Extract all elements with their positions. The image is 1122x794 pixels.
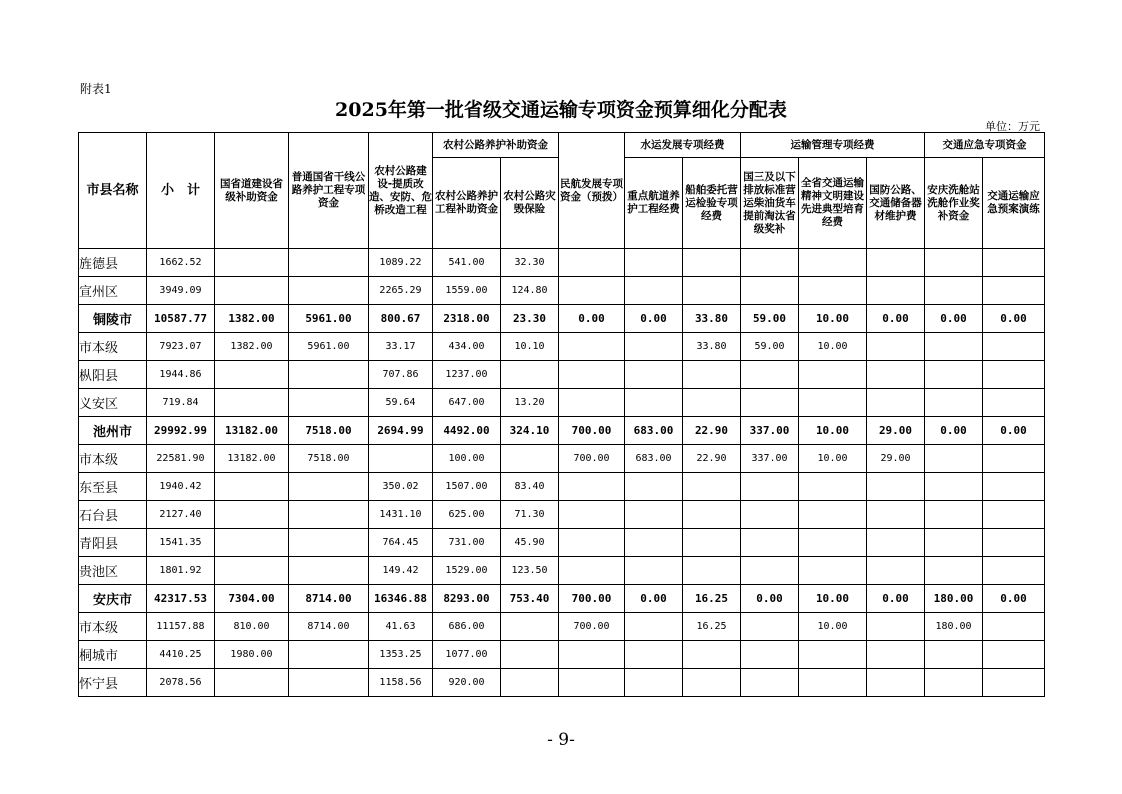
value-cell: 1944.86 xyxy=(147,361,215,389)
value-cell: 124.80 xyxy=(501,277,559,305)
value-cell xyxy=(683,557,741,585)
region-name-cell: 旌德县 xyxy=(79,249,147,277)
value-cell xyxy=(369,445,433,473)
value-cell: 2127.40 xyxy=(147,501,215,529)
value-cell: 22.90 xyxy=(683,445,741,473)
value-cell xyxy=(625,473,683,501)
header-rural-insurance: 农村公路灾毁保险 xyxy=(501,158,559,249)
value-cell xyxy=(683,501,741,529)
value-cell xyxy=(925,249,983,277)
table-row xyxy=(79,473,1045,501)
value-cell: 29992.99 xyxy=(147,417,215,445)
value-cell: 0.00 xyxy=(625,585,683,613)
value-cell xyxy=(289,557,369,585)
value-cell xyxy=(925,529,983,557)
value-cell xyxy=(983,389,1045,417)
header-ship-inspection: 船舶委托营运检验专项经费 xyxy=(683,158,741,249)
value-cell xyxy=(625,361,683,389)
value-cell: 10.00 xyxy=(799,585,867,613)
value-cell xyxy=(683,529,741,557)
header-rural-construction: 农村公路建设-提质改造、安防、危桥改造工程 xyxy=(369,133,433,249)
value-cell xyxy=(501,445,559,473)
value-cell xyxy=(501,613,559,641)
value-cell xyxy=(683,361,741,389)
region-name-cell: 宣州区 xyxy=(79,277,147,305)
header-drill: 交通运输应急预案演练 xyxy=(983,158,1045,249)
value-cell xyxy=(867,669,925,697)
value-cell xyxy=(925,473,983,501)
value-cell xyxy=(625,277,683,305)
value-cell: 100.00 xyxy=(433,445,501,473)
value-cell xyxy=(559,249,625,277)
value-cell: 0.00 xyxy=(559,305,625,333)
value-cell: 1801.92 xyxy=(147,557,215,585)
table-row xyxy=(79,613,1045,641)
value-cell: 16346.88 xyxy=(369,585,433,613)
value-cell xyxy=(741,389,799,417)
value-cell: 350.02 xyxy=(369,473,433,501)
value-cell xyxy=(625,613,683,641)
value-cell: 8714.00 xyxy=(289,585,369,613)
value-cell: 13182.00 xyxy=(215,417,289,445)
value-cell: 22.90 xyxy=(683,417,741,445)
value-cell xyxy=(983,249,1045,277)
value-cell: 22581.90 xyxy=(147,445,215,473)
city-row xyxy=(79,585,1045,613)
value-cell xyxy=(559,473,625,501)
value-cell xyxy=(925,557,983,585)
value-cell xyxy=(799,249,867,277)
value-cell xyxy=(625,529,683,557)
value-cell: 2265.29 xyxy=(369,277,433,305)
header-transport-group: 运输管理专项经费 xyxy=(741,133,925,158)
value-cell xyxy=(867,529,925,557)
value-cell: 1507.00 xyxy=(433,473,501,501)
value-cell: 337.00 xyxy=(741,417,799,445)
header-subtotal: 小 计 xyxy=(147,133,215,249)
value-cell: 0.00 xyxy=(625,305,683,333)
region-name-cell: 市本级 xyxy=(79,333,147,361)
value-cell xyxy=(289,389,369,417)
table-row xyxy=(79,557,1045,585)
value-cell xyxy=(925,641,983,669)
value-cell: 753.40 xyxy=(501,585,559,613)
value-cell: 707.86 xyxy=(369,361,433,389)
value-cell xyxy=(289,249,369,277)
value-cell: 32.30 xyxy=(501,249,559,277)
value-cell: 683.00 xyxy=(625,417,683,445)
value-cell xyxy=(983,669,1045,697)
value-cell xyxy=(215,501,289,529)
value-cell xyxy=(559,277,625,305)
value-cell xyxy=(215,249,289,277)
value-cell: 1353.25 xyxy=(369,641,433,669)
value-cell xyxy=(799,529,867,557)
value-cell: 42317.53 xyxy=(147,585,215,613)
city-row xyxy=(79,417,1045,445)
value-cell: 7304.00 xyxy=(215,585,289,613)
value-cell: 33.17 xyxy=(369,333,433,361)
value-cell xyxy=(867,501,925,529)
value-cell: 13182.00 xyxy=(215,445,289,473)
value-cell: 719.84 xyxy=(147,389,215,417)
value-cell xyxy=(983,529,1045,557)
value-cell xyxy=(799,557,867,585)
value-cell xyxy=(741,669,799,697)
value-cell: 0.00 xyxy=(983,585,1045,613)
value-cell xyxy=(983,501,1045,529)
value-cell xyxy=(983,557,1045,585)
value-cell: 45.90 xyxy=(501,529,559,557)
value-cell xyxy=(741,557,799,585)
value-cell xyxy=(799,473,867,501)
table-row xyxy=(79,277,1045,305)
value-cell: 700.00 xyxy=(559,613,625,641)
table-row xyxy=(79,529,1045,557)
value-cell xyxy=(559,333,625,361)
value-cell xyxy=(983,277,1045,305)
header-rural-maintenance: 农村公路养护工程补助资金 xyxy=(433,158,501,249)
value-cell: 10.00 xyxy=(799,305,867,333)
value-cell xyxy=(741,361,799,389)
value-cell xyxy=(867,613,925,641)
value-cell xyxy=(289,501,369,529)
value-cell: 10.00 xyxy=(799,333,867,361)
page-title: 2025年第一批省级交通运输专项资金预算细化分配表 xyxy=(335,99,787,121)
value-cell xyxy=(625,333,683,361)
value-cell xyxy=(867,277,925,305)
value-cell xyxy=(867,557,925,585)
value-cell: 541.00 xyxy=(433,249,501,277)
table-row xyxy=(79,445,1045,473)
value-cell xyxy=(741,613,799,641)
city-row xyxy=(79,305,1045,333)
value-cell xyxy=(683,389,741,417)
value-cell xyxy=(925,669,983,697)
value-cell xyxy=(215,277,289,305)
value-cell xyxy=(741,249,799,277)
value-cell xyxy=(683,277,741,305)
value-cell xyxy=(799,361,867,389)
table-row xyxy=(79,641,1045,669)
value-cell xyxy=(559,389,625,417)
value-cell: 10.00 xyxy=(799,445,867,473)
region-name-cell: 铜陵市 xyxy=(79,305,147,333)
value-cell xyxy=(925,277,983,305)
value-cell: 700.00 xyxy=(559,585,625,613)
region-name-cell: 石台县 xyxy=(79,501,147,529)
header-anqing-wash: 安庆洗舱站洗舱作业奖补资金 xyxy=(925,158,983,249)
value-cell: 11157.88 xyxy=(147,613,215,641)
value-cell xyxy=(559,361,625,389)
value-cell xyxy=(625,669,683,697)
value-cell xyxy=(925,333,983,361)
table-row xyxy=(79,333,1045,361)
value-cell: 1089.22 xyxy=(369,249,433,277)
value-cell xyxy=(983,613,1045,641)
annex-label: 附表1 xyxy=(80,82,112,96)
value-cell xyxy=(215,669,289,697)
value-cell xyxy=(683,641,741,669)
header-civil-aviation: 民航发展专项资金（预拨） xyxy=(559,133,625,249)
value-cell xyxy=(289,641,369,669)
value-cell: 0.00 xyxy=(867,305,925,333)
value-cell: 337.00 xyxy=(741,445,799,473)
value-cell xyxy=(799,389,867,417)
value-cell xyxy=(559,669,625,697)
value-cell xyxy=(799,277,867,305)
value-cell xyxy=(683,249,741,277)
value-cell xyxy=(501,361,559,389)
value-cell xyxy=(741,473,799,501)
value-cell: 5961.00 xyxy=(289,305,369,333)
value-cell xyxy=(925,445,983,473)
table-body xyxy=(79,249,1045,697)
value-cell: 3949.09 xyxy=(147,277,215,305)
value-cell: 1158.56 xyxy=(369,669,433,697)
value-cell: 2078.56 xyxy=(147,669,215,697)
value-cell: 7923.07 xyxy=(147,333,215,361)
value-cell xyxy=(289,361,369,389)
header-defense: 国防公路、交通储备器材维护费 xyxy=(867,158,925,249)
value-cell: 1382.00 xyxy=(215,333,289,361)
value-cell: 8714.00 xyxy=(289,613,369,641)
header-water-group: 水运发展专项经费 xyxy=(625,133,741,158)
header-channel: 重点航道养护工程经费 xyxy=(625,158,683,249)
value-cell: 33.80 xyxy=(683,333,741,361)
value-cell: 0.00 xyxy=(925,417,983,445)
value-cell: 700.00 xyxy=(559,445,625,473)
value-cell xyxy=(215,473,289,501)
value-cell: 0.00 xyxy=(925,305,983,333)
region-name-cell: 市本级 xyxy=(79,445,147,473)
value-cell: 764.45 xyxy=(369,529,433,557)
value-cell: 1529.00 xyxy=(433,557,501,585)
value-cell xyxy=(215,361,289,389)
value-cell: 1541.35 xyxy=(147,529,215,557)
page-number: - 9- xyxy=(547,730,575,750)
value-cell xyxy=(799,501,867,529)
value-cell: 7518.00 xyxy=(289,445,369,473)
value-cell: 180.00 xyxy=(925,585,983,613)
value-cell: 8293.00 xyxy=(433,585,501,613)
value-cell xyxy=(625,557,683,585)
header-ordinary-trunk: 普通国省干线公路养护工程专项资金 xyxy=(289,133,369,249)
value-cell xyxy=(867,473,925,501)
value-cell: 10.10 xyxy=(501,333,559,361)
value-cell xyxy=(215,529,289,557)
value-cell: 4410.25 xyxy=(147,641,215,669)
value-cell: 731.00 xyxy=(433,529,501,557)
value-cell: 123.50 xyxy=(501,557,559,585)
value-cell xyxy=(867,249,925,277)
value-cell xyxy=(925,389,983,417)
region-name-cell: 东至县 xyxy=(79,473,147,501)
header-civility: 全省交通运输精神文明建设先进典型培育经费 xyxy=(799,158,867,249)
value-cell: 10.00 xyxy=(799,613,867,641)
value-cell xyxy=(559,501,625,529)
value-cell: 1237.00 xyxy=(433,361,501,389)
value-cell: 16.25 xyxy=(683,613,741,641)
value-cell xyxy=(983,333,1045,361)
value-cell xyxy=(867,641,925,669)
value-cell xyxy=(559,529,625,557)
table-row xyxy=(79,669,1045,697)
value-cell: 59.00 xyxy=(741,305,799,333)
value-cell: 700.00 xyxy=(559,417,625,445)
value-cell xyxy=(625,249,683,277)
value-cell xyxy=(983,473,1045,501)
value-cell: 13.20 xyxy=(501,389,559,417)
region-name-cell: 青阳县 xyxy=(79,529,147,557)
value-cell xyxy=(925,501,983,529)
value-cell xyxy=(501,641,559,669)
value-cell: 434.00 xyxy=(433,333,501,361)
value-cell: 625.00 xyxy=(433,501,501,529)
value-cell xyxy=(741,277,799,305)
value-cell: 1559.00 xyxy=(433,277,501,305)
value-cell xyxy=(867,333,925,361)
value-cell xyxy=(867,361,925,389)
value-cell xyxy=(983,641,1045,669)
value-cell: 920.00 xyxy=(433,669,501,697)
value-cell: 4492.00 xyxy=(433,417,501,445)
value-cell xyxy=(625,389,683,417)
value-cell: 324.10 xyxy=(501,417,559,445)
value-cell: 33.80 xyxy=(683,305,741,333)
value-cell: 1431.10 xyxy=(369,501,433,529)
header-emergency-group: 交通应急专项资金 xyxy=(925,133,1045,158)
value-cell xyxy=(559,641,625,669)
value-cell xyxy=(741,641,799,669)
value-cell: 1940.42 xyxy=(147,473,215,501)
value-cell xyxy=(289,277,369,305)
value-cell: 0.00 xyxy=(867,585,925,613)
value-cell: 683.00 xyxy=(625,445,683,473)
table-row xyxy=(79,389,1045,417)
region-name-cell: 安庆市 xyxy=(79,585,147,613)
value-cell xyxy=(215,557,289,585)
value-cell: 83.40 xyxy=(501,473,559,501)
value-cell: 5961.00 xyxy=(289,333,369,361)
value-cell xyxy=(559,557,625,585)
region-name-cell: 枞阳县 xyxy=(79,361,147,389)
value-cell xyxy=(289,473,369,501)
value-cell xyxy=(983,361,1045,389)
value-cell: 800.67 xyxy=(369,305,433,333)
header-diesel: 国三及以下排放标准营运柴油货车提前淘汰省级奖补 xyxy=(741,158,799,249)
value-cell xyxy=(867,389,925,417)
value-cell xyxy=(799,669,867,697)
value-cell: 647.00 xyxy=(433,389,501,417)
region-name-cell: 市本级 xyxy=(79,613,147,641)
table-row xyxy=(79,249,1045,277)
value-cell: 1077.00 xyxy=(433,641,501,669)
value-cell: 10587.77 xyxy=(147,305,215,333)
value-cell xyxy=(983,445,1045,473)
allocation-table xyxy=(78,132,1045,697)
value-cell: 0.00 xyxy=(741,585,799,613)
value-cell: 1382.00 xyxy=(215,305,289,333)
region-name-cell: 桐城市 xyxy=(79,641,147,669)
value-cell: 10.00 xyxy=(799,417,867,445)
unit-label: 单位：万元 xyxy=(985,120,1040,133)
value-cell: 686.00 xyxy=(433,613,501,641)
value-cell xyxy=(925,361,983,389)
region-name-cell: 贵池区 xyxy=(79,557,147,585)
region-name-cell: 池州市 xyxy=(79,417,147,445)
value-cell xyxy=(799,641,867,669)
table-row xyxy=(79,501,1045,529)
value-cell: 23.30 xyxy=(501,305,559,333)
value-cell: 0.00 xyxy=(983,417,1045,445)
value-cell: 149.42 xyxy=(369,557,433,585)
value-cell: 16.25 xyxy=(683,585,741,613)
value-cell xyxy=(501,669,559,697)
value-cell: 29.00 xyxy=(867,417,925,445)
value-cell: 71.30 xyxy=(501,501,559,529)
header-name: 市县名称 xyxy=(79,133,147,249)
value-cell xyxy=(289,669,369,697)
value-cell: 29.00 xyxy=(867,445,925,473)
header-national-road: 国省道建设省级补助资金 xyxy=(215,133,289,249)
value-cell: 59.00 xyxy=(741,333,799,361)
value-cell xyxy=(215,389,289,417)
value-cell: 59.64 xyxy=(369,389,433,417)
value-cell xyxy=(625,641,683,669)
value-cell: 2694.99 xyxy=(369,417,433,445)
table-row xyxy=(79,361,1045,389)
value-cell xyxy=(741,501,799,529)
value-cell: 0.00 xyxy=(983,305,1045,333)
value-cell xyxy=(683,669,741,697)
value-cell: 1980.00 xyxy=(215,641,289,669)
region-name-cell: 怀宁县 xyxy=(79,669,147,697)
value-cell xyxy=(625,501,683,529)
header-rural-maintenance-group: 农村公路养护补助资金 xyxy=(433,133,559,158)
value-cell xyxy=(741,529,799,557)
value-cell: 2318.00 xyxy=(433,305,501,333)
value-cell xyxy=(683,473,741,501)
value-cell xyxy=(289,529,369,557)
value-cell: 1662.52 xyxy=(147,249,215,277)
value-cell: 180.00 xyxy=(925,613,983,641)
value-cell: 41.63 xyxy=(369,613,433,641)
value-cell: 810.00 xyxy=(215,613,289,641)
region-name-cell: 义安区 xyxy=(79,389,147,417)
value-cell: 7518.00 xyxy=(289,417,369,445)
